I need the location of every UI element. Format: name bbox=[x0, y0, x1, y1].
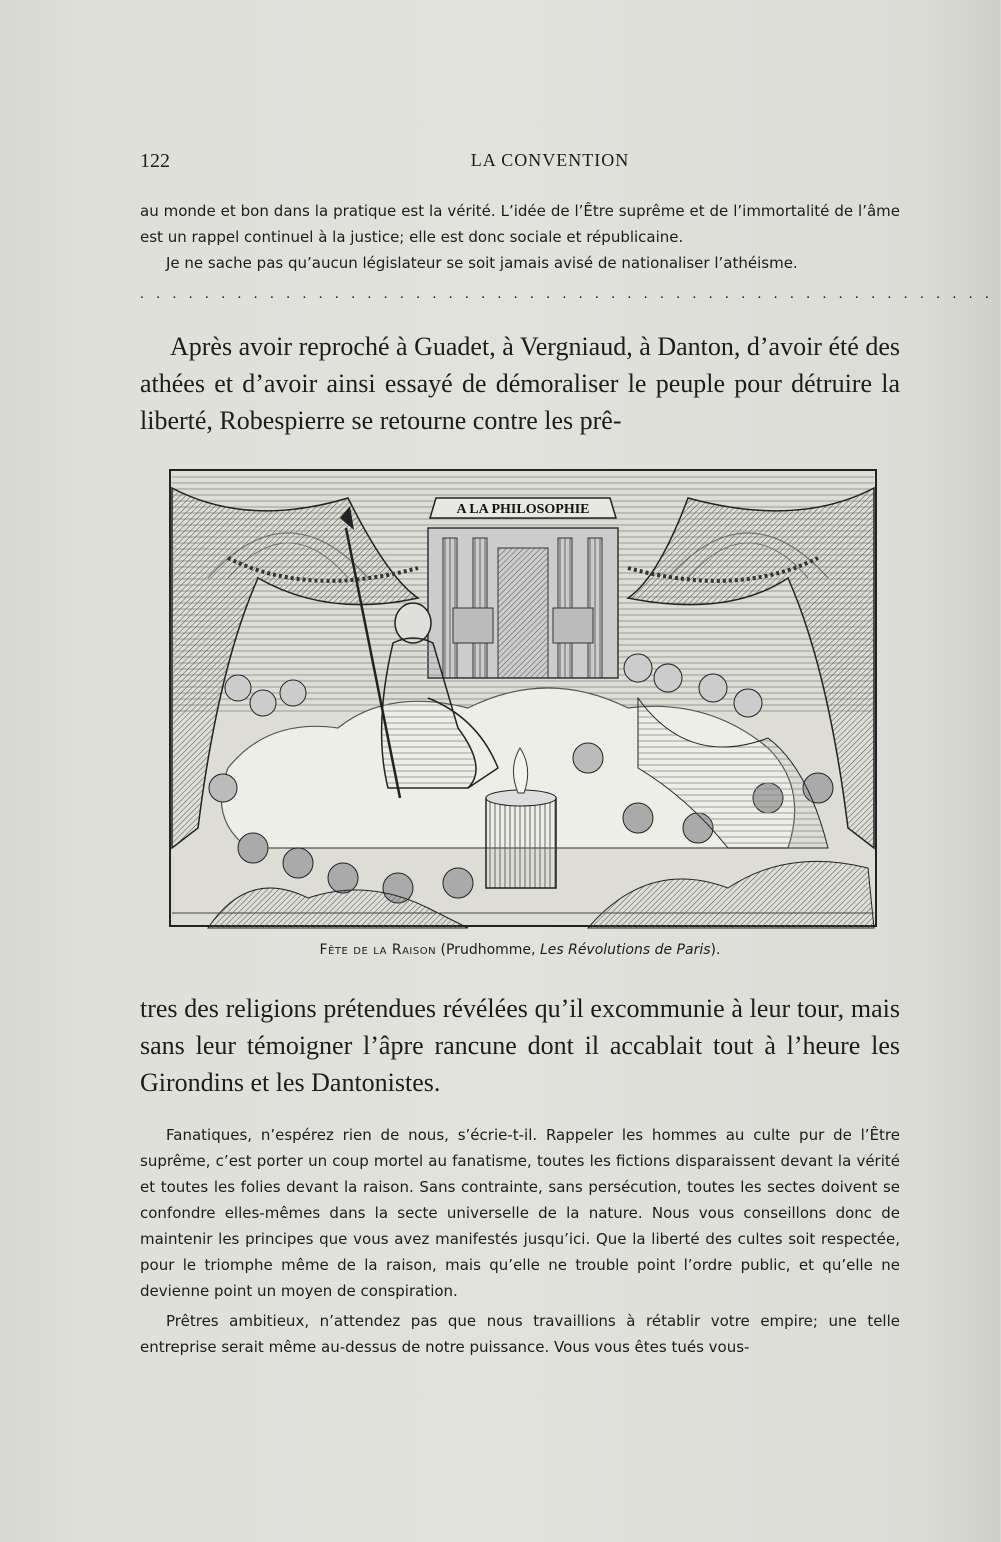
body-paragraph-2: tres des religions prétendues révélées qu’il excommunie à leur tour, mais sans leur témoigner l’âpre rancune dont il accablait tout à l’heure les Girondins et les Dantonistes. bbox=[140, 994, 900, 1097]
page-number: 122 bbox=[140, 150, 170, 172]
temple-doorway bbox=[498, 548, 548, 678]
quote-top-paragraph-2: Je ne sache pas qu’aucun législateur se soit jamais avisé de nationaliser l’athéisme. bbox=[166, 254, 798, 272]
engraving-illustration bbox=[168, 468, 878, 928]
caption-open: (Prudhomme, bbox=[436, 942, 540, 958]
banner-text: A LA PHILOSOPHIE bbox=[456, 502, 590, 517]
caption-title: Fête de la Raison bbox=[319, 942, 437, 958]
caption-close: ). bbox=[710, 942, 721, 958]
goddess-head bbox=[395, 603, 431, 643]
altar bbox=[486, 798, 556, 888]
page-header bbox=[140, 150, 900, 180]
quote-block-bottom bbox=[140, 1122, 900, 1360]
quote-block-top bbox=[140, 198, 900, 276]
running-title: LA CONVENTION bbox=[470, 150, 630, 170]
ellipsis-divider: ..................................................... bbox=[140, 286, 1001, 302]
quote-top-paragraph-1: au monde et bon dans la pratique est la vérité. L’idée de l’Être suprême et de l’immortalité de l’âme est un rappel continuel à la justice; elle est donc sociale et républicaine. bbox=[140, 202, 900, 246]
figure-caption bbox=[140, 942, 900, 958]
quote-bottom-paragraph-2: Prêtres ambitieux, n’attendez pas que nous travaillions à rétablir votre empire; une telle entreprise serait même au-dessus de notre puissance. Vous vous êtes tués vous- bbox=[140, 1312, 900, 1356]
quote-bottom-paragraph-1: Fanatiques, n’espérez rien de nous, s’écrie-t-il. Rappeler les hommes au culte pur de l’Être suprême, c’est porter un coup mortel au fanatisme, toutes les fictions disparaissent devant la vérité et toutes les folies devant la raison. Sans contrainte, sans persécution, toutes les sectes doivent se confondre elles-mêmes dans la secte universelle de la nature. Nous vous conseillons donc de maintenir les principes que vous avez manifestés jusqu’ici. Que la liberté des cultes soit respectée, pour le triomphe même de la raison, mais qu’elle ne trouble point l’ordre public, et qu’elle ne devienne point un moyen de conspiration. bbox=[140, 1126, 900, 1300]
engraving-svg bbox=[168, 468, 878, 928]
body-paragraph-1: Après avoir reproché à Guadet, à Vergniaud, à Danton, d’avoir été des athées et d’avoir ainsi essayé de démoraliser le peuple pour détruire la liberté, Robespierre se retourne contre les prê- bbox=[140, 332, 900, 435]
caption-work: Les Révolutions de Paris bbox=[539, 942, 711, 958]
